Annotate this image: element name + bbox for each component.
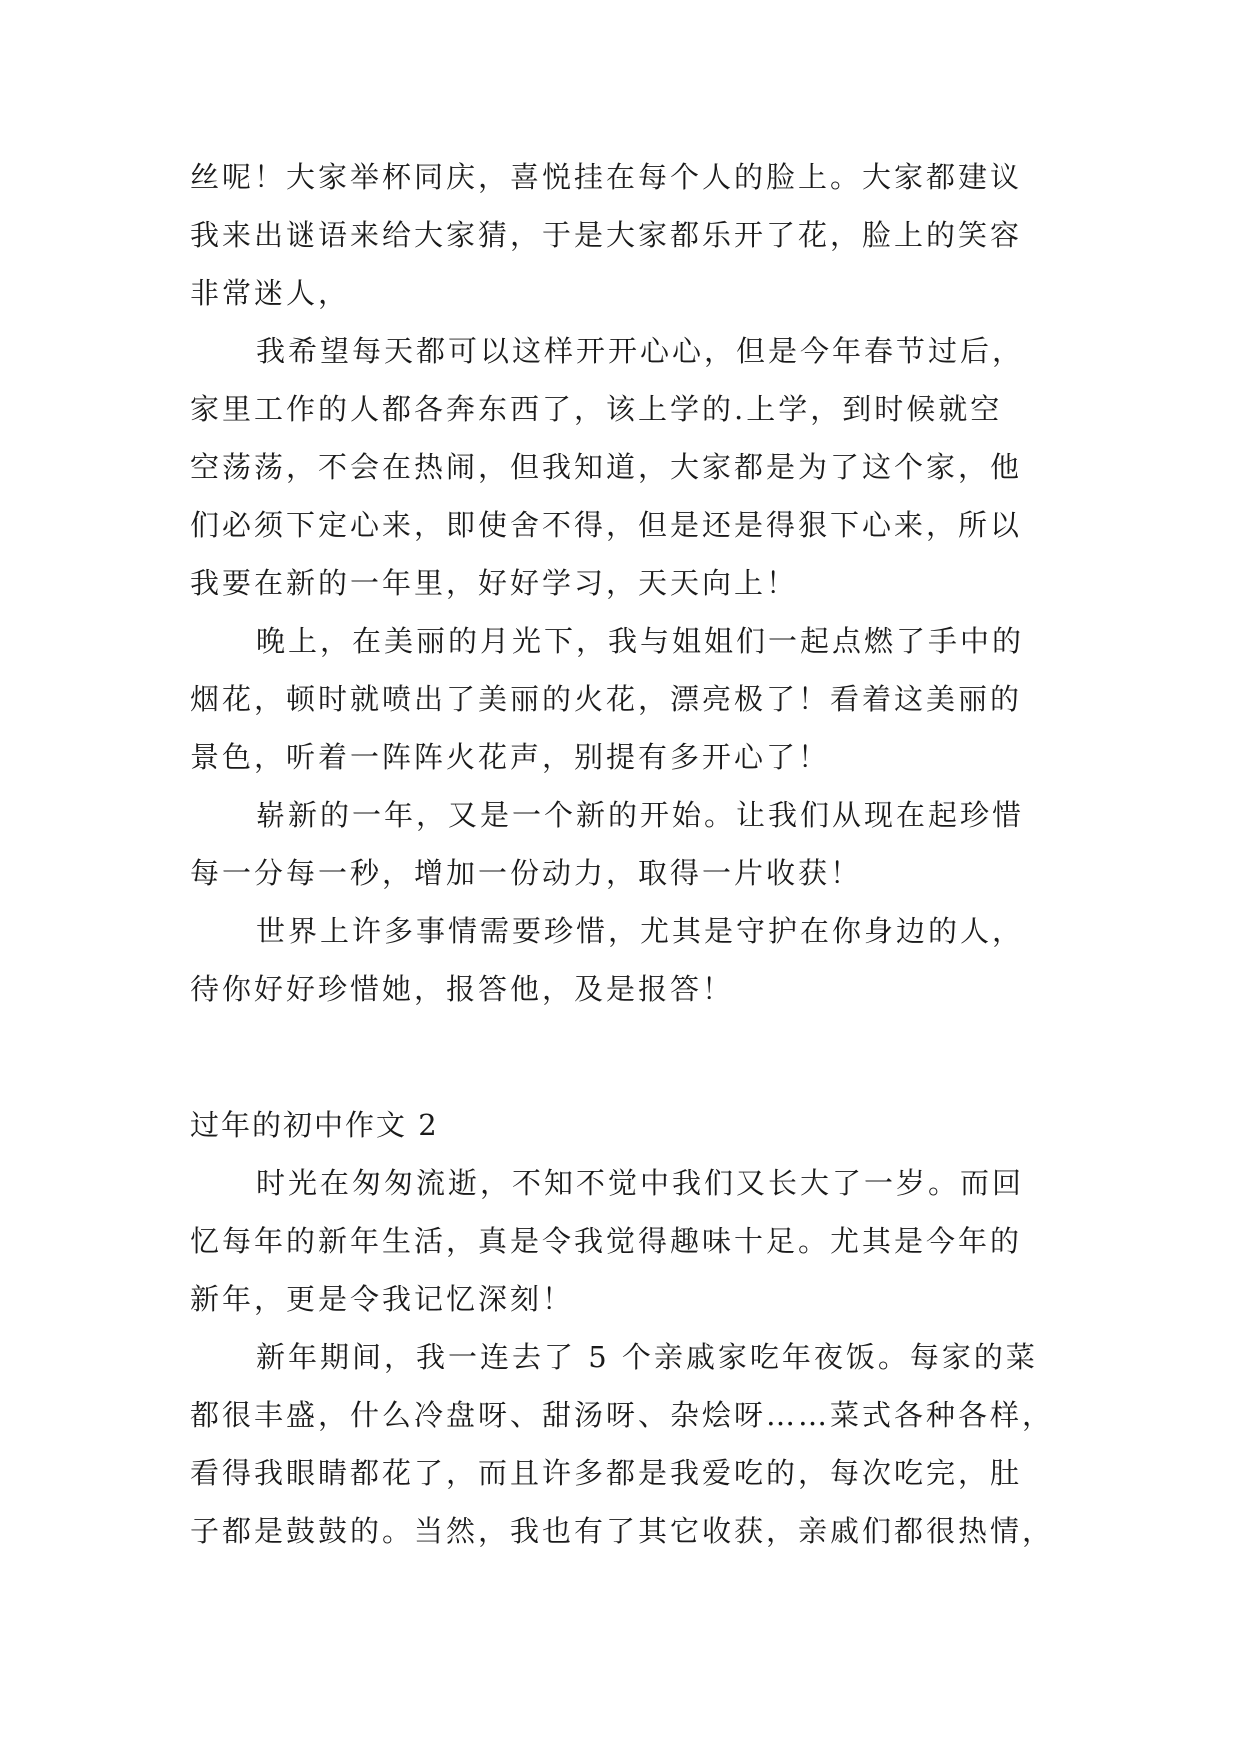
document-body: [190, 158, 1070, 1570]
text-line: 忆每年的新年生活，真是令我觉得趣味十足。尤其是今年的: [190, 1224, 1023, 1258]
paragraph: [190, 796, 1070, 892]
text-line: 待你好好珍惜她，报答他，及是报答！: [190, 972, 735, 1006]
text-line: 景色，听着一阵阵火花声，别提有多开心了！: [190, 740, 831, 774]
text-line: 世界上许多事情需要珍惜，尤其是守护在你身边的人，: [256, 914, 1025, 948]
text-line: 晚上，在美丽的月光下，我与姐姐们一起点燃了手中的: [256, 624, 1025, 658]
text-line: 我希望每天都可以这样开开心心，但是今年春节过后，: [256, 334, 1025, 368]
text-line: 非常迷人，: [190, 276, 351, 310]
text-line: 我要在新的一年里，好好学习，天天向上！: [190, 566, 799, 600]
text-line: 空荡荡，不会在热闹，但我知道，大家都是为了这个家，他: [190, 450, 1023, 484]
text-line: 崭新的一年，又是一个新的开始。让我们从现在起珍惜: [256, 798, 1025, 832]
text-line: 家里工作的人都各奔东西了，该上学的.上学，到时候就空: [190, 392, 1003, 426]
text-line: 烟花，顿时就喷出了美丽的火花，漂亮极了！看着这美丽的: [190, 682, 1023, 716]
paragraph: [190, 1164, 1070, 1318]
text-line: 看得我眼睛都花了，而且许多都是我爱吃的，每次吃完，肚: [190, 1456, 1023, 1490]
text-line: 们必须下定心来，即使舍不得，但是还是得狠下心来，所以: [190, 508, 1023, 542]
paragraph: [190, 912, 1070, 1008]
paragraph: [190, 158, 1070, 312]
section-gap: [190, 1028, 1070, 1106]
text-line: 子都是鼓鼓的。当然，我也有了其它收获，亲戚们都很热情，: [190, 1514, 1055, 1548]
text-line: 每一分每一秒，增加一份动力，取得一片收获！: [190, 856, 863, 890]
paragraph: [190, 622, 1070, 776]
paragraph: [190, 332, 1070, 602]
text-line: 新年期间，我一连去了 5 个亲戚家吃年夜饭。每家的菜: [256, 1340, 1038, 1374]
text-line: 我来出谜语来给大家猜，于是大家都乐开了花，脸上的笑容: [190, 218, 1023, 252]
text-line: 时光在匆匆流逝，不知不觉中我们又长大了一岁。而回: [256, 1166, 1025, 1200]
text-line: 都很丰盛，什么冷盘呀、甜汤呀、杂烩呀……菜式各种各样，: [190, 1398, 1055, 1432]
essay-title: 过年的初中作文 2: [190, 1108, 439, 1142]
text-line: 新年，更是令我记忆深刻！: [190, 1282, 575, 1316]
text-line: 丝呢！大家举杯同庆，喜悦挂在每个人的脸上。大家都建议: [190, 160, 1023, 194]
paragraph: [190, 1338, 1070, 1550]
